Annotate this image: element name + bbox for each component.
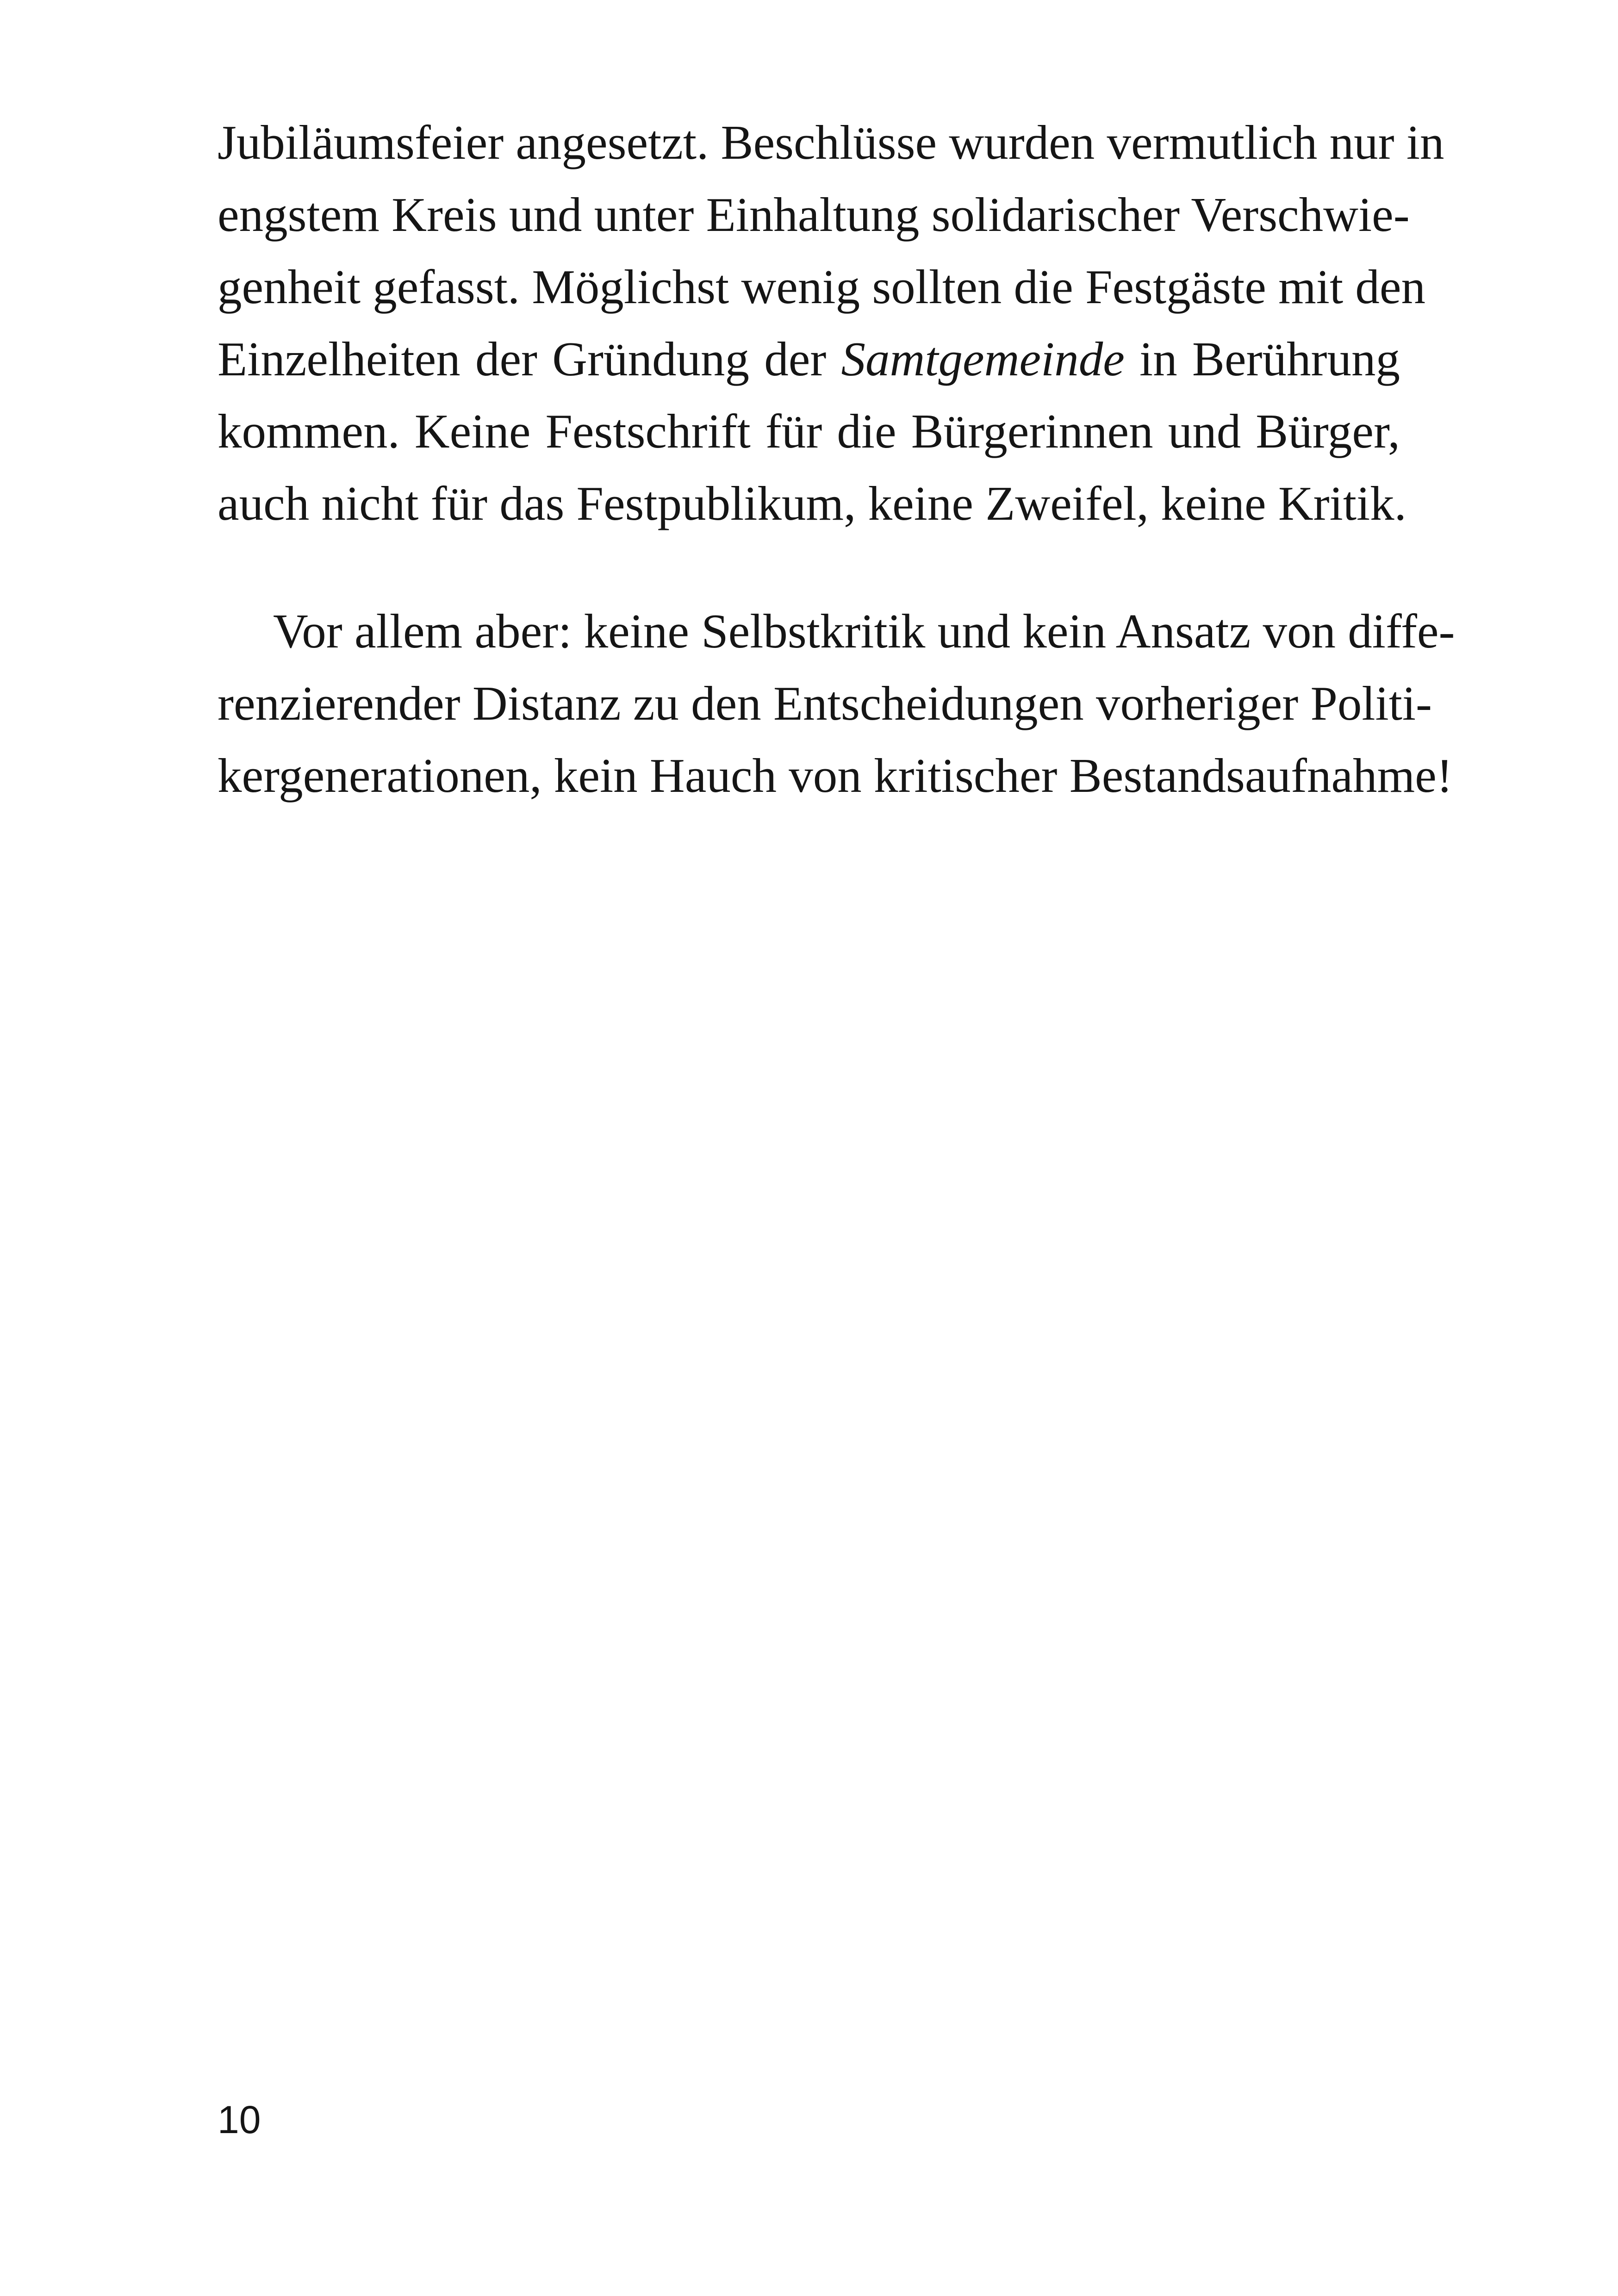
text-line: Jubiläumsfeier angesetzt. Beschlüsse wurden vermutlich nur in [218, 115, 1444, 169]
paragraph-2 [218, 595, 1455, 812]
text-line: renzierender Distanz zu den Entscheidungen vorheriger Politi- [218, 676, 1432, 730]
body-text [218, 106, 1455, 812]
italic-term: Samtgemeinde [841, 332, 1125, 386]
text-segment: Einzelheiten der Gründung der [218, 332, 841, 386]
paragraph-spacer [218, 540, 1400, 595]
text-line: Vor allem aber: keine Selbstkritik und kein Ansatz von diffe- [273, 604, 1455, 658]
text-line: engstem Kreis und unter Einhaltung solidarischer Verschwie- [218, 187, 1410, 242]
text-line: genheit gefasst. Möglichst wenig sollten die Festgäste mit den [218, 260, 1425, 314]
text-line: kommen. Keine Festschrift für die Bürgerinnen und Bürger, [218, 404, 1400, 458]
page-number: 10 [218, 2098, 261, 2141]
text-line: auch nicht für das Festpublikum, keine Zweifel, keine Kritik. [218, 476, 1406, 530]
text-line: kergenerationen, kein Hauch von kritischer Bestandsaufnahme! [218, 748, 1453, 803]
text-segment: in Berührung [1124, 332, 1400, 386]
paragraph-1 [218, 106, 1444, 540]
text-line [218, 323, 1400, 395]
